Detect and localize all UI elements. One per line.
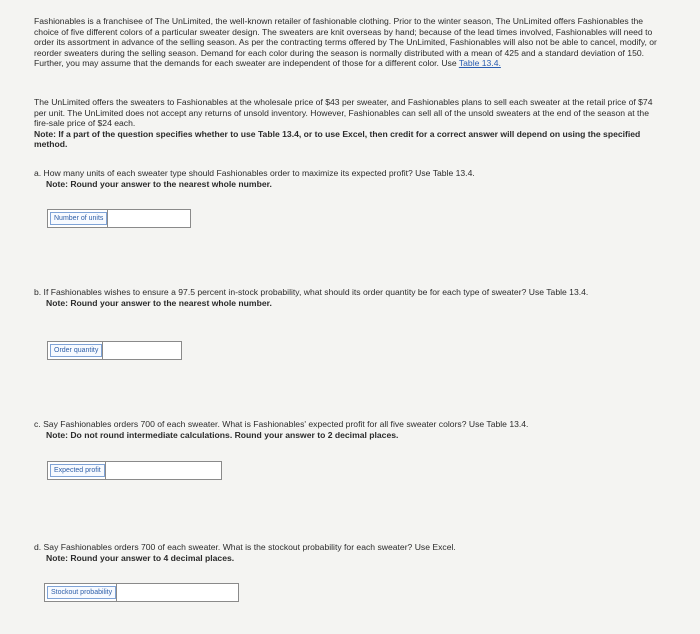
question-d <box>34 542 674 563</box>
pricing-text: The UnLimited offers the sweaters to Fashionables at the wholesale price of $43 per sweater, and Fashionables plans to sell each sweater at the retail price of $74 per unit. The UnLimited does not accept any returns of unsold inventory. However, Fashionables can sell all of the unsold sweaters at the end of the season at the fire-sale price of $24 each. <box>34 97 653 129</box>
answer-c-field-wrap <box>105 462 221 479</box>
expected-profit-input[interactable] <box>106 462 221 479</box>
question-b <box>34 287 674 308</box>
question-c-text: c. Say Fashionables orders 700 of each sweater. What is Fashionables' expected profit for all five sweater colors? Use Table 13.4. <box>34 419 529 429</box>
method-note: Note: If a part of the question specifies whether to use Table 13.4, or to use Excel, then credit for a correct answer will depend on using the specified method. <box>34 128 641 150</box>
stockout-probability-input[interactable] <box>117 584 238 601</box>
intro-text: Fashionables is a franchisee of The UnLimited, the well-known retailer of fashionable clothing. Prior to the winter season, The UnLimited offers Fashionables the choice of five different colors of a particular sweater design. The sweaters are knit overseas by hand; because of the lead times involved, Fashionables will need to order its assortment in advance of the selling season. As per the contracting terms offered by The UnLimited, Fashionables will also not be able to cancel, modify, or reorder sweaters during the selling season. Demand for each color during the season is normally distributed with a mean of 425 and a standard deviation of 150. Further, you may assume that the demands for each sweater are independent of those for a different color. Use <box>34 16 657 69</box>
answer-d-field-wrap <box>116 584 238 601</box>
table-13-4-link[interactable]: Table 13.4. <box>458 58 501 69</box>
question-c-note: Note: Do not round intermediate calculations. Round your answer to 2 decimal places. <box>46 429 399 440</box>
question-a-note: Note: Round your answer to the nearest whole number. <box>46 178 272 189</box>
order-quantity-input[interactable] <box>103 342 181 359</box>
question-c <box>34 419 674 440</box>
answer-a-field-wrap <box>107 210 190 227</box>
answer-b-box <box>47 341 182 360</box>
question-b-note: Note: Round your answer to the nearest whole number. <box>46 297 272 308</box>
answer-b-field-wrap <box>102 342 181 359</box>
answer-b-label: Order quantity <box>50 344 102 357</box>
answer-d-label: Stockout probability <box>47 586 116 599</box>
number-of-units-input[interactable] <box>108 210 190 227</box>
answer-c-box <box>47 461 222 480</box>
question-a <box>34 168 674 189</box>
question-d-text: d. Say Fashionables orders 700 of each sweater. What is the stockout probability for each sweater? Use Excel. <box>34 542 456 552</box>
answer-a-label: Number of units <box>50 212 107 225</box>
answer-d-box <box>44 583 239 602</box>
answer-a-box <box>47 209 191 228</box>
question-a-text: a. How many units of each sweater type should Fashionables order to maximize its expected profit? Use Table 13.4. <box>34 168 475 178</box>
pricing-paragraph <box>34 97 666 150</box>
answer-c-label: Expected profit <box>50 464 105 477</box>
question-b-text: b. If Fashionables wishes to ensure a 97.5 percent in-stock probability, what should its order quantity be for each type of sweater? Use Table 13.4. <box>34 287 589 297</box>
intro-paragraph <box>34 16 666 69</box>
question-d-note: Note: Round your answer to 4 decimal places. <box>46 552 235 563</box>
